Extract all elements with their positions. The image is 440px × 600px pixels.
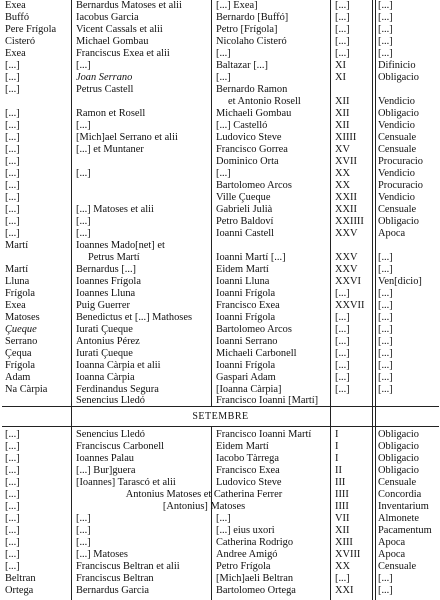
table-row — [2, 264, 439, 276]
table-cell: Vendicio — [378, 168, 415, 179]
table-row — [2, 156, 439, 168]
table-cell: Exea — [5, 300, 26, 311]
table-cell: [...] — [5, 156, 20, 167]
table-cell: Lluna — [5, 276, 30, 287]
table-row — [2, 348, 439, 360]
table-row — [2, 228, 439, 240]
table-cell: [...] — [335, 48, 350, 59]
table-cell: XX — [335, 180, 351, 191]
table-cell: [...] — [5, 561, 20, 572]
table-cell: [...] — [5, 501, 20, 512]
table-cell: Puig Guerrer — [76, 300, 130, 311]
table-cell: Inventarium — [378, 501, 429, 512]
table-cell: Censuale — [378, 204, 417, 215]
table-cell: Bartolomeo Arcos — [216, 180, 292, 191]
table-cell: XV — [335, 144, 351, 155]
table-cell: Bernardo Ramon — [216, 84, 288, 95]
table-cell: [...] — [76, 216, 91, 227]
table-row — [2, 144, 439, 156]
table-cell: Petrus Castell — [76, 84, 134, 95]
table-cell: Ferdinandus Segura — [76, 384, 159, 395]
table-cell: [...] — [335, 573, 350, 584]
table-row — [2, 360, 439, 372]
table-cell: Obligacio — [378, 465, 419, 476]
table-cell: Michael Gombau — [76, 36, 149, 47]
table-cell: Antonius Pérez — [76, 336, 140, 347]
table-cell: Bernardus [...] — [76, 264, 137, 275]
table-cell: Senencius Lledó — [76, 429, 145, 440]
table-row — [2, 501, 439, 513]
table-row — [2, 372, 439, 384]
table-cell: [...] — [216, 513, 231, 524]
table-cell: [...] — [378, 264, 393, 275]
table-cell: XX — [335, 561, 351, 572]
table-cell: Çueque — [5, 324, 37, 335]
table-cell: Andree Amigó — [216, 549, 278, 560]
table-row — [2, 312, 439, 324]
table-row — [2, 180, 439, 192]
table-cell: Ludovico Steve — [216, 132, 282, 143]
table-cell: Beltran — [5, 573, 36, 584]
table-cell: [...] — [5, 216, 20, 227]
table-cell: [...] Matoses — [76, 549, 128, 560]
table-cell: Bernardus Matoses et alii — [76, 0, 182, 11]
table-cell: [...] — [335, 348, 350, 359]
table-cell: [...] — [5, 441, 20, 452]
table-cell: [...] — [378, 372, 393, 383]
table-cell: Obligacio — [378, 429, 419, 440]
table-cell: [...] — [5, 465, 20, 476]
table-cell: Exea — [5, 0, 26, 11]
table-cell: [Mich]aeli Beltran — [216, 573, 294, 584]
table-cell: Ramon et Rosell — [76, 108, 146, 119]
table-cell: Vendicio — [378, 192, 415, 203]
table-cell: VII — [335, 513, 350, 524]
table-cell: Martí — [5, 264, 29, 275]
table-cell: [Mich]ael Serrano et alii — [76, 132, 178, 143]
table-cell: [...] — [5, 72, 20, 83]
table-cell: [...] — [5, 525, 20, 536]
table-cell: Michaeli Gombau — [216, 108, 292, 119]
table-cell: [...] — [378, 252, 393, 263]
section-title: SETEMBRE — [192, 411, 249, 422]
table-cell: [...] — [378, 384, 393, 395]
table-cell: [...] — [5, 513, 20, 524]
table-cell: IIII — [335, 501, 349, 512]
table-cell: Ioanna Càrpia et alii — [76, 360, 161, 371]
table-cell: Senencius Lledó — [76, 395, 145, 406]
table-cell: Serrano — [5, 336, 38, 347]
table-cell: XI — [335, 60, 346, 71]
table-cell: [...] — [5, 429, 20, 440]
table-cell: I — [335, 453, 339, 464]
table-row — [2, 429, 439, 441]
table-cell: [...] — [5, 132, 20, 143]
table-cell: et Antonio Rosell — [228, 96, 301, 107]
table-cell: Pacamentum — [378, 525, 432, 536]
table-row — [2, 120, 439, 132]
table-cell: Obligacio — [378, 441, 419, 452]
table-cell: [...] — [378, 360, 393, 371]
table-cell: III — [335, 477, 346, 488]
table-cell: Franciscus Exea et alii — [76, 48, 170, 59]
table-row — [2, 336, 439, 348]
table-cell: Petro [Frígola] — [216, 24, 278, 35]
table-cell: Ioanni Serrano — [216, 336, 278, 347]
table-cell: Gaspari Adam — [216, 372, 276, 383]
table-cell: Censuale — [378, 477, 417, 488]
table-row — [2, 549, 439, 561]
table-cell: Bernardo [Buffó] — [216, 12, 289, 23]
table-cell: Ioanni Frígola — [216, 312, 276, 323]
table-row — [2, 573, 439, 585]
table-cell: II — [335, 465, 342, 476]
table-cell: [...] — [378, 336, 393, 347]
table-cell: XII — [335, 96, 350, 107]
table-cell: Franciscus Beltran — [76, 573, 154, 584]
table-cell: [...] — [5, 204, 20, 215]
table-cell: Ville Çueque — [216, 192, 271, 203]
table-row — [2, 288, 439, 300]
table-cell: XXI — [335, 585, 354, 596]
table-cell: Concordia — [378, 489, 422, 500]
table-cell: [...] — [5, 120, 20, 131]
table-cell: Procuracio — [378, 180, 424, 191]
table-cell: Eidem Martí — [216, 264, 269, 275]
table-cell: Ioannes Mado[net] et — [76, 240, 165, 251]
table-cell: [...] — [5, 60, 20, 71]
table-cell: Censuale — [378, 561, 417, 572]
table-cell: [...] — [5, 180, 20, 191]
table-row — [2, 252, 439, 264]
table-row — [2, 453, 439, 465]
table-cell: I — [335, 441, 339, 452]
table-cell: [...] — [5, 84, 20, 95]
table-cell: XXVI — [335, 276, 361, 287]
table-cell: Ioannes Lluna — [76, 288, 136, 299]
table-row — [2, 216, 439, 228]
table-cell: [...] — [76, 513, 91, 524]
table-cell: [...] — [76, 60, 91, 71]
table-row — [2, 12, 439, 24]
table-cell: [...] — [5, 489, 20, 500]
table-cell: Frígola — [5, 288, 36, 299]
table-cell: Frígola — [5, 360, 36, 371]
table-cell: [...] — [335, 288, 350, 299]
table-cell: XII — [335, 525, 350, 536]
table-cell: Vicent Cassals et alii — [76, 24, 163, 35]
table-row — [2, 84, 439, 96]
table-cell: [...] — [335, 24, 350, 35]
table-cell: Adam — [5, 372, 31, 383]
table-cell: Ven[dicio] — [378, 276, 422, 287]
table-row — [2, 465, 439, 477]
table-row — [2, 537, 439, 549]
table-cell: Iacobo Tàrrega — [216, 453, 279, 464]
table-cell: XX — [335, 168, 351, 179]
table-cell: [...] — [5, 168, 20, 179]
table-cell: [...] — [378, 288, 393, 299]
table-cell: [...] — [378, 573, 393, 584]
table-cell: Cisteró — [5, 36, 36, 47]
table-cell: Petro Baldoví — [216, 216, 274, 227]
table-cell: Michaeli Carbonell — [216, 348, 297, 359]
table-cell: [...] — [335, 324, 350, 335]
table-cell: Francisco Ioanni [Martí] — [216, 395, 319, 406]
table-cell: [...] — [5, 144, 20, 155]
table-cell: Petrus Martí — [88, 252, 140, 263]
table-cell: Iurati Çueque — [76, 348, 133, 359]
table-cell: Apoca — [378, 549, 406, 560]
table-cell: [...] — [335, 12, 350, 23]
table-cell: XII — [335, 108, 350, 119]
table-row — [2, 108, 439, 120]
table-cell: [...] Bur]guera — [76, 465, 136, 476]
table-cell: XXV — [335, 252, 358, 263]
table-cell: Ioannes Frígola — [76, 276, 141, 287]
section-rule-bottom — [2, 426, 439, 427]
table-cell: Ioanni Frígola — [216, 288, 276, 299]
table-cell: [...] — [335, 312, 350, 323]
table-cell: [...] — [5, 477, 20, 488]
table-cell: Antonius Matoses et Catherina Ferrer — [125, 489, 283, 500]
table-row — [2, 276, 439, 288]
table-cell: Ioannes Palau — [76, 453, 134, 464]
table-cell: XXII — [335, 204, 357, 215]
table-cell: Petro Frígola — [216, 561, 271, 572]
table-cell: Almonete — [378, 513, 419, 524]
table-cell: XXII — [335, 192, 357, 203]
table-cell: Obligacio — [378, 216, 419, 227]
table-cell: [...] et Muntaner — [76, 144, 144, 155]
table-cell: Ioanni Lluna — [216, 276, 270, 287]
table-cell: Benedictus et [...] Mathoses — [76, 312, 193, 323]
table-cell: Ioanna Càrpia — [76, 372, 135, 383]
table-cell: IIII — [335, 489, 349, 500]
table-row — [2, 300, 439, 312]
table-cell: [...] — [216, 48, 231, 59]
table-cell: [...] — [5, 228, 20, 239]
table-cell: XIII — [335, 537, 353, 548]
table-cell: [...] — [378, 0, 393, 11]
table-cell: Iurati Çueque — [76, 324, 133, 335]
table-row — [2, 240, 439, 252]
table-cell: I — [335, 429, 339, 440]
table-cell: [...] — [378, 48, 393, 59]
table-cell: [...] — [378, 348, 393, 359]
table-cell: [...] — [335, 360, 350, 371]
table-cell: [Ioanna Càrpia] — [216, 384, 282, 395]
table-cell: Ioanni Castell — [216, 228, 275, 239]
table-cell: Vendicio — [378, 120, 415, 131]
table-cell: [...] — [76, 168, 91, 179]
table-cell: Ioanni Frígola — [216, 360, 276, 371]
document-table — [2, 0, 439, 600]
table-cell: [...] Exea] — [216, 0, 258, 11]
table-cell: Catherina Rodrigo — [216, 537, 294, 548]
table-cell: Gabrieli Julià — [216, 204, 273, 215]
table-row — [2, 204, 439, 216]
table-cell: [...] — [335, 0, 350, 11]
table-cell: [...] eius uxori — [216, 525, 275, 536]
table-row — [2, 395, 439, 407]
table-cell: Difinicio — [378, 60, 416, 71]
table-cell: [...] Matoses et alii — [76, 204, 154, 215]
table-row — [2, 489, 439, 501]
table-cell: Vendicio — [378, 96, 415, 107]
table-cell: Procuracio — [378, 156, 424, 167]
table-cell: [...] — [76, 525, 91, 536]
table-row — [2, 324, 439, 336]
table-cell: Matoses — [5, 312, 40, 323]
table-cell: Obligacio — [378, 72, 419, 83]
table-cell: Baltazar [...] — [216, 60, 268, 71]
table-row — [2, 585, 439, 597]
table-cell: Francisco Gorrea — [216, 144, 288, 155]
table-cell: XII — [335, 120, 350, 131]
table-cell: [...] — [216, 72, 231, 83]
table-cell: Iacobus Garcia — [76, 12, 139, 23]
table-cell: Bartolomeo Ortega — [216, 585, 296, 596]
table-cell: Censuale — [378, 144, 417, 155]
table-row — [2, 192, 439, 204]
table-cell: [...] — [5, 549, 20, 560]
table-row — [2, 60, 439, 72]
table-cell: [...] — [378, 324, 393, 335]
table-row — [2, 96, 439, 108]
table-cell: Obligacio — [378, 453, 419, 464]
table-cell: Franciscus Beltran et alii — [76, 561, 180, 572]
table-cell: [...] — [335, 372, 350, 383]
table-cell: [...] — [335, 36, 350, 47]
table-cell: [...] — [335, 336, 350, 347]
table-cell: [...] — [378, 312, 393, 323]
table-cell: Exea — [5, 48, 26, 59]
table-cell: Buffó — [5, 12, 30, 23]
table-cell: Dominico Orta — [216, 156, 279, 167]
table-cell: Nicolaho Cisteró — [216, 36, 287, 47]
table-cell: Eidem Martí — [216, 441, 269, 452]
table-cell: Çequa — [5, 348, 32, 359]
table-cell: Francisco Exea — [216, 300, 280, 311]
table-cell: Apoca — [378, 228, 406, 239]
table-cell: [...] Castelló — [216, 120, 268, 131]
table-cell: Obligacio — [378, 108, 419, 119]
table-cell: [...] — [335, 384, 350, 395]
table-cell: [...] — [5, 108, 20, 119]
table-cell: XXV — [335, 228, 358, 239]
table-cell: [...] — [378, 36, 393, 47]
table-cell: [...] — [76, 537, 91, 548]
table-cell: Ioanni Martí [...] — [216, 252, 286, 263]
table-cell: [Ioannes] Tarascó et alii — [76, 477, 176, 488]
table-cell: XVII — [335, 156, 357, 167]
table-cell: [...] — [378, 12, 393, 23]
table-cell: XXV — [335, 264, 358, 275]
table-cell: Pere Frígola — [5, 24, 57, 35]
table-row — [2, 0, 439, 12]
table-cell: [...] — [76, 120, 91, 131]
table-cell: Bernardus Garcia — [76, 585, 149, 596]
table-row — [2, 513, 439, 525]
table-row — [2, 561, 439, 573]
table-cell: Bartolomeo Arcos — [216, 324, 292, 335]
table-cell: Francisco Exea — [216, 465, 280, 476]
table-cell: Censuale — [378, 132, 417, 143]
table-row — [2, 24, 439, 36]
table-cell: Ortega — [5, 585, 34, 596]
table-row — [2, 72, 439, 84]
table-row — [2, 477, 439, 489]
table-row — [2, 168, 439, 180]
table-cell: Na Càrpia — [5, 384, 48, 395]
table-cell: [...] — [5, 453, 20, 464]
table-cell: Ludovico Steve — [216, 477, 282, 488]
table-cell: [...] — [76, 228, 91, 239]
table-row — [2, 525, 439, 537]
table-cell: [...] — [5, 192, 20, 203]
table-cell: [...] — [5, 537, 20, 548]
table-cell: XXIIII — [335, 216, 364, 227]
table-cell: XVIII — [335, 549, 361, 560]
table-cell: Franciscus Carbonell — [76, 441, 165, 452]
table-cell: Apoca — [378, 537, 406, 548]
table-cell: XXVII — [335, 300, 365, 311]
table-row — [2, 48, 439, 60]
table-row — [2, 132, 439, 144]
table-cell: [...] — [216, 168, 231, 179]
table-cell: [...] — [378, 300, 393, 311]
table-cell: XI — [335, 72, 346, 83]
table-row — [2, 36, 439, 48]
table-cell: [Antonius] Matoses — [162, 501, 246, 512]
table-cell: [...] — [378, 585, 393, 596]
table-cell: XIIII — [335, 132, 357, 143]
table-cell: Joan Serrano — [76, 72, 133, 83]
table-cell: [...] — [378, 24, 393, 35]
table-cell: Francisco Ioanni Martí — [216, 429, 312, 440]
table-row — [2, 441, 439, 453]
table-cell: Martí — [5, 240, 29, 251]
